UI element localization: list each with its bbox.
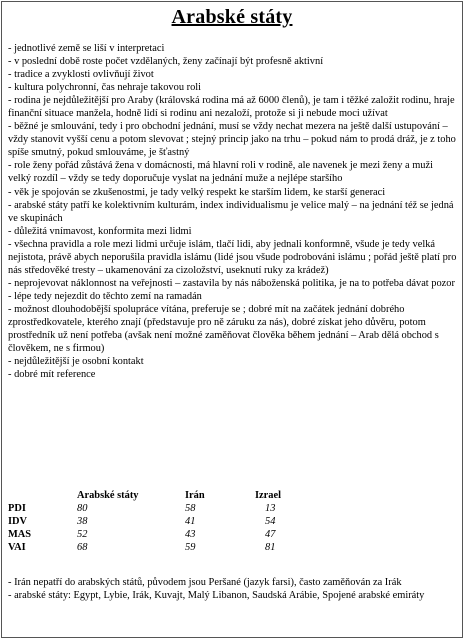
list-item: - všechna pravidla a role mezi lidmi určuje islám, tlačí lidi, aby jednali konformně, všude je tedy velká nejistota, právě abych neporušila pravidla islámu (lidé jsou všude podrobováni islámu ; pořád ještě platí pro nás středověké tresty – ukamenování za cizoložství, useknutí ruky za krádež) xyxy=(8,238,458,277)
table-cell: 41 xyxy=(185,516,196,528)
table-row xyxy=(8,515,335,528)
list-item: - důležitá vnímavost, konformita mezi lidmi xyxy=(8,225,458,238)
list-item: - lépe tedy nejezdit do těchto zemí na ramadán xyxy=(8,290,458,303)
table-cell: 81 xyxy=(265,542,276,554)
list-item: - role ženy pořád zůstává žena v domácnosti, má hlavní roli v rodině, ale navenek je mezi ženy a muži velký rozdíl – vždy se tedy doporučuje vyslat na jednání muže a nejlépe staršího xyxy=(8,159,458,185)
table-cell: 58 xyxy=(185,503,196,515)
table-header-row xyxy=(8,489,335,502)
table-row xyxy=(8,541,335,554)
list-item: - rodina je nejdůležitější pro Araby (královská rodina má až 6000 členů), je tam i těžké založit rodinu, hraje finanční situace manžela, hodně lidí si rodinu ani nezaloží, protože si ji nebude moci užívat xyxy=(8,94,458,120)
table-cell: 80 xyxy=(77,503,88,515)
culture-dimensions-table xyxy=(8,489,335,554)
table-header-arab: Arabské státy xyxy=(77,490,139,501)
row-label: VAI xyxy=(8,542,26,554)
table-cell: 38 xyxy=(77,516,88,528)
table-row xyxy=(8,502,335,515)
document-page xyxy=(1,1,463,638)
table-header-iran: Irán xyxy=(185,490,205,501)
page-title: Arabské státy xyxy=(171,6,293,28)
table-row xyxy=(8,528,335,541)
list-item: - běžné je smlouvání, tedy i pro obchodní jednání, musí se vždy nechat mezera na ještě další ustupování – vždy stanovit vyšší cenu a potom slevovat ; stejný princip jako na trhu – pokud nám to prodá dráž, je z toho spíše smutný, pokud smlouváme, je šťastný xyxy=(8,120,458,159)
table-header-israel: Izrael xyxy=(255,490,281,501)
row-label: MAS xyxy=(8,529,32,541)
table-cell: 13 xyxy=(265,503,276,515)
list-item: - tradice a zvyklosti ovlivňují život xyxy=(8,68,458,81)
bullet-list xyxy=(8,42,458,381)
list-item: - věk je spojován se zkušenostmi, je tady velký respekt ke starším lidem, ke starší generaci xyxy=(8,186,458,199)
row-label: IDV xyxy=(8,516,28,528)
table-cell: 47 xyxy=(265,529,276,541)
list-item: - kultura polychronní, čas nehraje takovou roli xyxy=(8,81,458,94)
list-item: - možnost dlouhodobější spolupráce vítána, preferuje se ; dobré mít na začátek jednání dobrého zprostředkovatele, kterého znají (představuje pro ně záruku za nás), dobré získat jeho důvěru, potom prostředník už není potřeba (avšak není možné zaměňovat člověka během jednání – Arab dělá obchod s člověkem, ne s firmou) xyxy=(8,303,458,355)
table-cell: 43 xyxy=(185,529,196,541)
list-item: - v poslední době roste počet vzdělaných, ženy začínají být profesně aktivní xyxy=(8,55,458,68)
list-item: - dobré mít reference xyxy=(8,368,458,381)
list-item: - Irán nepatří do arabských států, původem jsou Peršané (jazyk farsi), často zaměňován za Irák xyxy=(8,576,458,589)
list-item: - neprojevovat náklonnost na veřejnosti – zastavila by nás náboženská politika, je na to potřeba dávat pozor xyxy=(8,277,458,290)
row-label: PDI xyxy=(8,503,26,515)
list-item: - arabské státy patří ke kolektivním kulturám, index individualismu je velice malý – na jednání též se jedná ve skupinách xyxy=(8,199,458,225)
table-cell: 59 xyxy=(185,542,196,554)
table-cell: 54 xyxy=(265,516,276,528)
table-cell: 68 xyxy=(77,542,88,554)
table-cell: 52 xyxy=(77,529,88,541)
list-item: - nejdůležitější je osobní kontakt xyxy=(8,355,458,368)
list-item: - jednotlivé země se liší v interpretaci xyxy=(8,42,458,55)
footer-notes xyxy=(8,576,458,602)
list-item: - arabské státy: Egypt, Lybie, Irák, Kuvajt, Malý Libanon, Saudská Arábie, Spojené arabské emiráty xyxy=(8,589,458,602)
table-header-corner xyxy=(8,489,77,502)
